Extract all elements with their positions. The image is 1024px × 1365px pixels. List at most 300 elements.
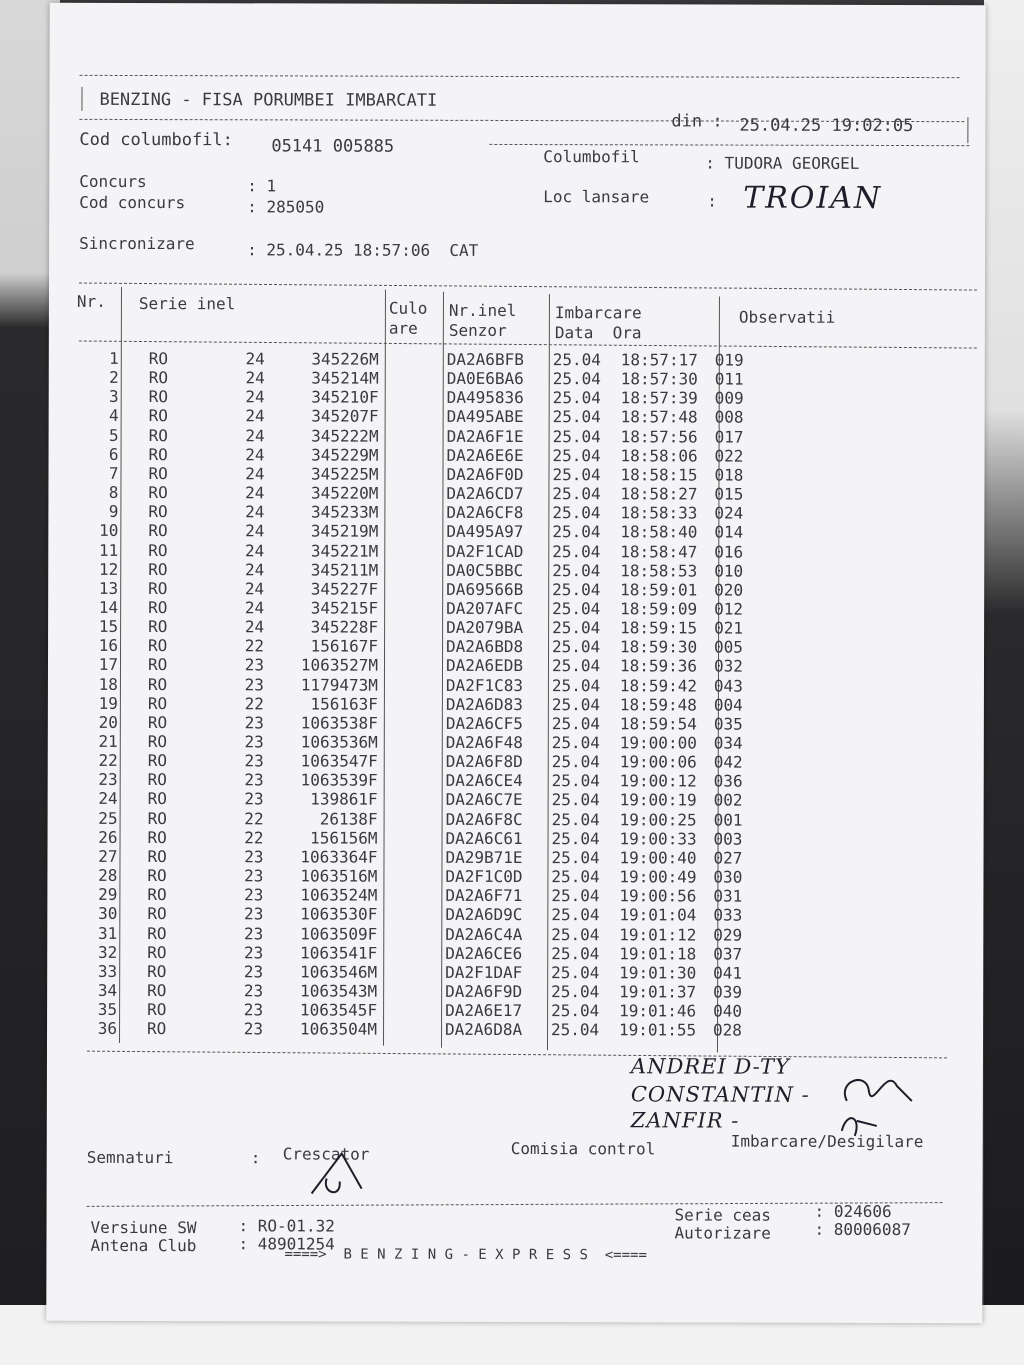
ring-country: RO [147,1019,167,1039]
boarding-time: 18:59:09 [620,599,698,619]
col-imbarcare-header-1: Imbarcare [554,303,642,323]
boarding-date: 25.04 [551,790,600,810]
sensor-ring: DA2F1DAF [445,962,523,982]
observation: 010 [714,561,744,581]
crescator-signature-mark [302,1133,392,1203]
ring-year: 24 [245,406,265,426]
row-number: 8 [108,482,119,503]
col-senzor-header-2: Senzor [448,320,507,340]
observation: 004 [713,695,743,715]
document-title: BENZING - FISA PORUMBEI IMBARCATI [99,89,438,111]
boarding-date: 25.04 [552,388,601,408]
ring-country: RO [147,942,167,962]
ring-year: 23 [243,962,264,982]
boarding-time: 19:00:33 [619,829,697,849]
ring-year: 23 [243,981,264,1001]
ring-number: 1063543M [300,981,378,1001]
ring-country: RO [147,866,167,886]
boarding-time: 19:01:18 [619,943,697,964]
observation: 043 [713,676,743,696]
ring-country: RO [148,444,168,464]
ring-country: RO [147,1000,167,1020]
header-bottom-rule [489,144,969,146]
row-number: 14 [98,597,119,617]
ring-country: RO [148,540,168,560]
boarding-date: 25.04 [552,407,601,427]
observation: 039 [713,982,743,1002]
ring-number: 1063541F [300,943,378,963]
boarding-time: 18:57:39 [620,388,698,408]
sensor-ring: DA2A6CF5 [445,713,523,733]
ring-year: 22 [244,636,265,656]
col-serie-header: Serie inel [138,294,236,314]
row-number: 34 [97,980,118,1000]
sensor-ring: DA2A6D9C [445,905,523,925]
sensor-ring: DA2A6CD7 [446,483,524,504]
ring-year: 24 [244,579,265,599]
observation: 031 [713,886,743,906]
imbarcare-desigilare-label: Imbarcare/Desigilare [730,1131,924,1152]
boarding-time: 19:01:37 [619,982,697,1002]
ring-year: 23 [243,1000,264,1020]
ring-year: 24 [245,521,265,541]
ring-country: RO [147,789,167,809]
row-number: 20 [98,712,118,732]
sensor-ring: DA2A6CE6 [445,943,523,963]
ring-year: 24 [244,617,265,637]
semnaturi-separator: : [250,1148,261,1168]
observation: 032 [713,656,743,676]
ring-year: 24 [245,425,265,445]
sensor-ring: DA2F1CAD [446,541,524,561]
observation: 009 [714,388,744,408]
boarding-time: 18:59:48 [619,694,697,715]
boarding-date: 25.04 [552,599,601,619]
boarding-time: 19:00:40 [619,848,697,868]
ring-country: RO [148,483,168,503]
autorizare-label: Autorizare [674,1223,771,1243]
ring-year: 23 [244,732,264,752]
row-number: 13 [98,578,119,598]
row-number: 1 [109,348,119,368]
row-number: 28 [98,865,118,886]
observation: 035 [713,714,743,734]
loc-lansare-separator: : [707,191,717,211]
sensor-ring: DA2F1C0D [445,866,523,887]
ring-number: 156156M [310,828,378,848]
benzing-express-brand: ====> B E N Z I N G - E X P R E S S <==== [284,1246,647,1264]
cod-concurs-label: Cod concurs [79,192,186,213]
boarding-date: 25.04 [552,503,601,523]
boarding-date: 25.04 [551,847,600,868]
ring-year: 24 [245,349,265,369]
observation: 022 [714,446,744,466]
ring-country: RO [148,597,168,618]
observation: 012 [714,599,744,619]
col-observatii-header: Observatii [738,307,836,327]
cod-columbofil-value: 05141 005885 [271,136,395,157]
observation: 034 [713,733,743,753]
ring-year: 23 [243,942,264,962]
antena-club-value: : 48901254 [238,1234,335,1254]
ring-country: RO [147,808,167,828]
boarding-date: 25.04 [551,867,600,887]
antena-club-label: Antena Club [90,1235,197,1256]
ring-year: 24 [244,598,265,618]
ring-year: 24 [245,483,265,503]
commission-signature-mark [827,1061,927,1141]
sensor-ring: DA2A6F1E [446,426,524,446]
observation: 016 [714,542,744,562]
col-culoare-header-1: Culo [388,298,428,318]
row-number: 27 [98,846,118,866]
sensor-ring: DA2A6C4A [445,924,523,944]
sensor-ring: DA69566B [446,579,524,599]
sensor-ring: DA29B71E [445,847,523,867]
ring-number: 345214M [311,368,379,388]
sensor-ring: DA2A6D83 [445,694,523,714]
ring-number: 345226M [311,349,379,369]
sensor-ring: DA2A6BFB [446,349,524,370]
boarding-date: 25.04 [552,560,601,580]
sensor-ring: DA0C5BBC [446,560,524,580]
col-culoare-header-2: are [388,318,418,338]
ring-country: RO [147,846,167,866]
sensor-ring: DA495ABE [446,407,524,427]
ring-country: RO [148,502,168,522]
ring-number: 1063530F [300,904,378,924]
observation: 041 [713,963,743,983]
sensor-ring: DA2A6E6E [446,445,524,465]
boarding-time: 18:59:15 [620,618,698,638]
boarding-date: 25.04 [551,905,600,925]
row-number: 16 [98,636,119,656]
boarding-time: 18:57:48 [620,407,698,427]
ring-year: 23 [244,655,265,675]
sensor-ring: DA495A97 [446,522,524,542]
observation: 015 [714,484,744,504]
observation: 017 [714,427,744,447]
row-number: 29 [98,885,118,905]
columbofil-value: : TUDORA GEORGEL [705,153,860,173]
observation: 037 [713,944,743,964]
col-imbarcare-header-2: Data Ora [554,323,642,343]
ring-year: 24 [245,387,265,407]
row-number: 6 [108,444,119,464]
handwritten-name-2: CONSTANTIN - [630,1082,810,1107]
ring-number: 156167F [310,636,379,656]
boarding-time: 18:59:01 [620,580,698,600]
ring-year: 23 [243,1019,264,1039]
observation: 003 [713,829,743,849]
sensor-ring: DA2A6F48 [445,732,523,753]
observation: 008 [714,407,744,428]
boarding-date: 25.04 [552,369,601,389]
sensor-ring: DA2A6CF8 [446,503,524,523]
ring-number: 1063538F [300,713,378,733]
row-number: 36 [97,1019,118,1039]
sensor-ring: DA2A6F8C [445,809,523,829]
ring-year: 24 [245,464,265,484]
ring-year: 24 [245,445,265,465]
boarding-time: 18:58:27 [620,484,698,504]
ring-year: 23 [244,674,264,694]
row-number: 21 [98,731,118,751]
boarding-time: 18:58:15 [620,465,698,485]
ring-number: 1063509F [300,923,378,944]
ring-year: 24 [245,368,265,388]
sensor-ring: DA2A6F0D [446,464,524,484]
col-nr-header: Nr. [76,291,106,311]
boarding-date: 25.04 [552,464,601,485]
boarding-date: 25.04 [552,445,601,465]
ring-year: 22 [244,808,264,828]
ring-country: RO [147,751,168,771]
ring-number: 345229M [311,445,379,465]
sensor-ring: DA2A6C61 [445,828,523,848]
boarding-time: 18:59:30 [620,637,698,657]
semnaturi-label: Semnaturi [86,1147,174,1168]
boarding-date: 25.04 [551,828,600,848]
boarding-time: 19:01:04 [619,905,697,925]
handwritten-name-1: ANDREI D-TY [630,1054,790,1079]
ring-number: 345210F [311,387,379,407]
boarding-date: 25.04 [551,1020,600,1040]
ring-year: 23 [244,770,264,790]
boarding-date: 25.04 [551,1001,600,1021]
boarding-time: 18:58:53 [620,560,698,581]
ring-number: 345221M [310,540,379,561]
ring-number: 345207F [311,406,379,427]
boarding-time: 18:57:17 [620,350,698,370]
boarding-time: 18:57:30 [620,369,698,389]
col-divider-nr [119,287,122,1043]
row-number: 2 [109,368,119,388]
boarding-date: 25.04 [552,541,601,561]
ring-country: RO [147,904,167,924]
header-left-border [81,87,82,111]
print-datetime: 25.04.25 19:02:05 [739,115,914,137]
boarding-time: 18:58:06 [620,446,698,466]
row-number: 26 [98,827,118,847]
boarding-date: 25.04 [551,713,601,734]
col-divider-senzor [547,294,550,1050]
ring-number: 345222M [311,426,379,446]
observation: 042 [713,752,743,772]
observation: 027 [713,848,743,868]
comisia-control-label: Comisia control [510,1138,656,1159]
observation: 029 [713,925,743,945]
concurs-value: : 1 [247,176,277,196]
ring-country: RO [148,425,168,445]
boarding-date: 25.04 [552,637,601,657]
ring-country: RO [148,636,168,656]
row-number: 25 [98,808,118,828]
sensor-ring: DA2079BA [446,617,524,638]
boarding-time: 19:01:46 [619,1001,697,1021]
ring-country: RO [147,674,168,694]
sensor-ring: DA2A6E17 [445,1000,523,1021]
boarding-time: 19:00:49 [619,867,697,887]
ring-country: RO [147,712,168,732]
boarding-date: 25.04 [551,982,600,1002]
header-top-rule [80,75,960,78]
ring-country: RO [148,578,168,598]
sincronizare-label: Sincronizare [79,233,195,254]
versiune-sw-value: : RO-01.32 [238,1216,335,1236]
sensor-ring: DA495836 [446,388,524,408]
boarding-date: 25.04 [551,656,601,676]
ring-number: 345215F [310,598,379,618]
row-number: 32 [97,942,118,962]
col-divider-culoare [441,292,444,1048]
crescator-label: Crescator [282,1144,370,1164]
ring-country: RO [148,617,168,637]
sensor-ring: DA2A6D8A [445,1020,523,1040]
row-number: 24 [98,789,118,809]
boarding-time: 18:59:36 [619,656,698,676]
date-label: din : [671,111,723,132]
concurs-label: Concurs [79,171,147,192]
observation: 019 [714,350,744,370]
ring-year: 23 [244,847,264,867]
observation: 040 [713,1001,743,1021]
row-number: 15 [98,617,119,637]
row-number: 19 [98,693,118,713]
sensor-ring: DA2A6F8D [445,751,523,772]
ring-year: 23 [244,713,264,733]
ring-number: 26138F [319,809,378,829]
boarding-time: 19:01:12 [619,924,697,944]
boarding-date: 25.04 [551,771,600,791]
printout-sheet [46,3,985,1323]
boarding-time: 19:01:55 [619,1020,697,1040]
ring-number: 1063504M [299,1019,378,1039]
boarding-date: 25.04 [552,579,601,600]
boarding-time: 18:58:40 [620,522,698,542]
observation: 020 [714,580,744,600]
table-header-top-rule [79,283,977,291]
serie-ceas-value: : 024606 [814,1201,892,1221]
ring-country: RO [148,349,169,369]
ring-country: RO [147,923,167,943]
observation: 011 [714,369,744,389]
col-divider-serie [383,290,386,1046]
ring-year: 23 [244,789,264,809]
ring-country: RO [147,980,167,1001]
boarding-time: 18:57:56 [620,426,698,447]
ring-number: 345225M [311,464,379,484]
ring-country: RO [148,406,168,426]
ring-number: 1063547F [300,751,378,771]
row-number: 23 [98,770,118,790]
ring-year: 23 [244,751,264,771]
boarding-date: 25.04 [551,752,600,772]
header-right-border [967,117,968,143]
observation: 018 [714,465,744,485]
ring-number: 345211M [310,560,379,580]
cod-columbofil-label: Cod columbofil: [79,129,233,151]
serie-ceas-label: Serie ceas [674,1205,771,1225]
observation: 005 [714,637,743,657]
row-number: 33 [97,961,118,981]
ring-number: 1063364F [300,847,378,867]
boarding-date: 25.04 [552,484,601,504]
ring-year: 24 [245,502,265,522]
sensor-ring: DA2F1C83 [445,675,524,695]
boarding-date: 25.04 [551,733,600,753]
sensor-ring: DA0E6BA6 [446,368,524,389]
loc-lansare-label: Loc lansare [543,187,650,207]
ring-number: 1063524M [300,885,378,905]
ring-year: 22 [244,828,264,848]
row-number: 10 [99,521,119,541]
sensor-ring: DA2A6BD8 [446,637,524,657]
boarding-date: 25.04 [551,675,601,695]
ring-number: 1179473M [300,674,378,695]
ring-country: RO [147,732,168,752]
observation: 014 [714,522,744,542]
ring-number: 1063539F [300,770,378,790]
row-number: 11 [99,540,119,560]
row-number: 5 [108,425,119,445]
ring-country: RO [147,885,167,905]
ring-year: 24 [244,559,265,579]
ring-country: RO [147,655,168,675]
sensor-ring: DA2A6EDB [445,656,524,676]
boarding-time: 18:58:47 [620,541,698,561]
row-number: 9 [108,502,119,522]
boarding-time: 19:01:30 [619,963,697,983]
ring-number: 1063516M [300,866,378,886]
ring-number: 345233M [310,502,379,522]
row-number: 18 [98,674,118,694]
ring-country: RO [148,559,168,579]
ring-number: 1063546M [300,962,378,982]
boarding-time: 19:00:06 [619,752,697,772]
boarding-date: 25.04 [552,350,601,370]
sensor-ring: DA207AFC [446,598,524,618]
sensor-ring: DA2A6C7E [445,790,523,810]
observation: 030 [713,867,743,887]
row-number: 12 [98,559,119,579]
boarding-date: 25.04 [552,426,601,446]
table-header-bottom-rule [79,341,977,349]
boarding-date: 25.04 [551,886,600,906]
row-number: 17 [98,655,119,675]
row-number: 35 [97,1000,118,1020]
ring-number: 1063527M [300,655,379,676]
boarding-date: 25.04 [552,522,601,542]
sensor-ring: DA2A6CE4 [445,771,523,791]
boarding-time: 18:59:54 [619,714,697,734]
ring-year: 23 [244,866,264,886]
boarding-date: 25.04 [551,694,601,714]
boarding-time: 18:59:42 [619,675,698,696]
row-number: 3 [109,387,119,407]
ring-year: 22 [244,693,264,714]
ring-number: 1063536M [300,732,378,752]
boarding-time: 19:00:25 [619,809,697,830]
row-number: 7 [108,463,119,483]
boarding-date: 25.04 [551,809,600,829]
boarding-time: 19:00:00 [619,733,697,753]
observation: 024 [714,503,744,523]
cod-concurs-value: : 285050 [247,197,325,217]
boarding-date: 25.04 [551,924,600,944]
boarding-time: 18:58:33 [620,503,698,523]
columbofil-label: Columbofil [543,147,640,167]
